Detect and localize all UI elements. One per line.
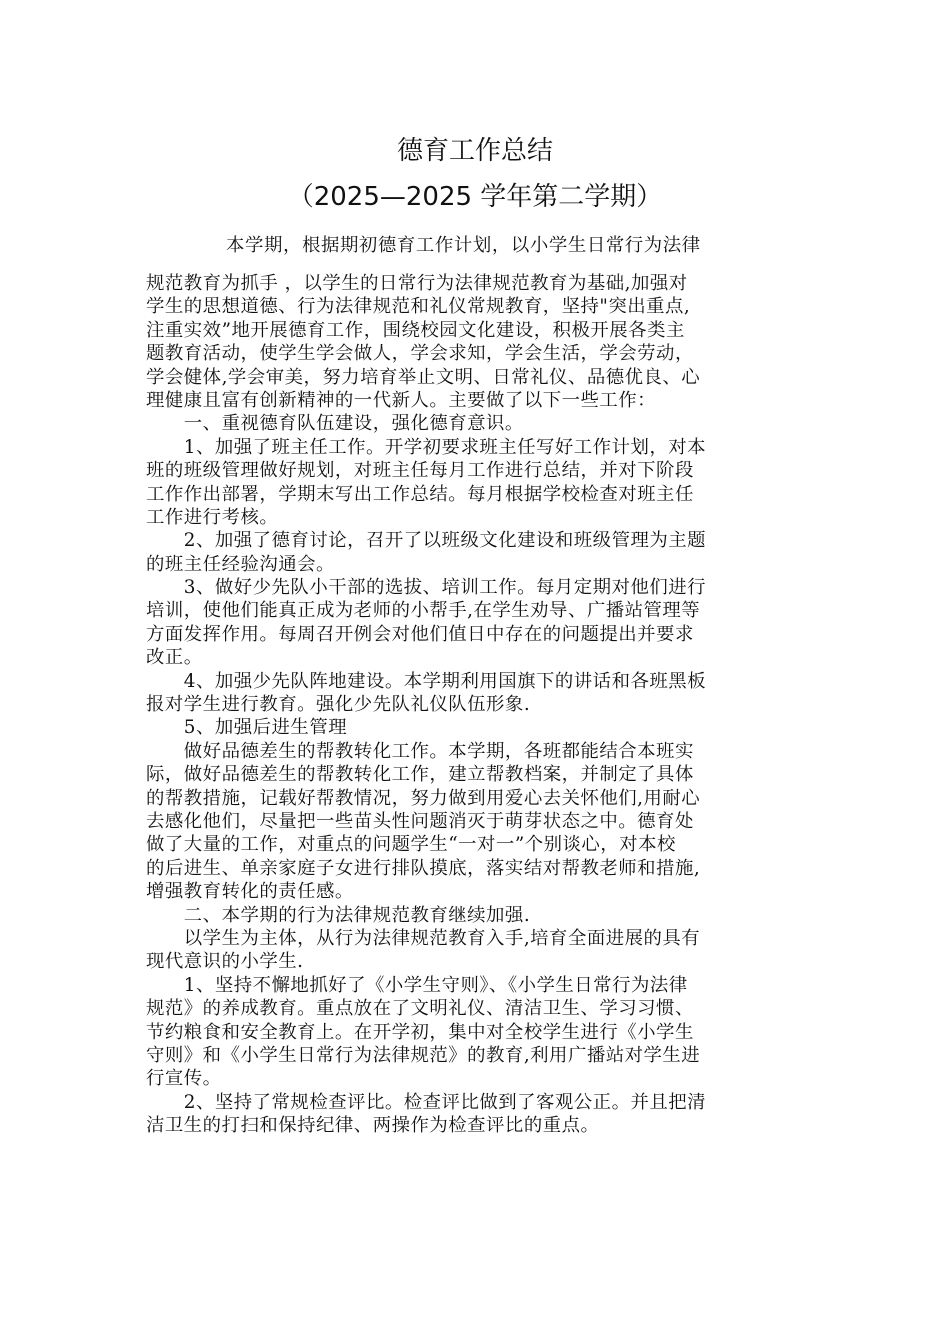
body-text-line: 做了大量的工作，对重点的问题学生“一对一”个别谈心，对本校 [146, 834, 676, 856]
body-text-line: 学会健体,学会审美，努力培育举止文明、日常礼仪、品德优良、心 [146, 366, 701, 388]
body-text-line: 守则》和《小学生日常行为法律规范》的教育,利用广播站对学生进 [146, 1044, 701, 1066]
body-text-line: 报对学生进行教育。强化少先队礼仪队伍形象. [146, 694, 531, 716]
body-text-line: 改正。 [146, 647, 203, 669]
document-body [146, 272, 806, 1137]
body-text-line: 3、做好少先队小干部的选拔、培训工作。每月定期对他们进行 [146, 577, 707, 599]
body-text-line: 2、加强了德育讨论，召开了以班级文化建设和班级管理为主题 [146, 530, 707, 552]
body-text-line: 的后进生、单亲家庭子女进行排队摸底，落实结对帮教老师和措施, [146, 857, 701, 879]
body-text-line: 2、坚持了常规检查评比。检查评比做到了客观公正。并且把清 [146, 1091, 707, 1113]
body-text-line: 增强教育转化的责任感。 [146, 881, 354, 903]
body-text-line: 规范》的养成教育。重点放在了文明礼仪、清洁卫生、学习习惯、 [146, 998, 694, 1020]
body-text-line: 节约粮食和安全教育上。在开学初，集中对全校学生进行《小学生 [146, 1021, 694, 1043]
body-text-line: 行宣传。 [146, 1068, 222, 1090]
body-text-line: 的班主任经验沟通会。 [146, 553, 335, 575]
body-text-line: 1、坚持不懈地抓好了《小学生守则》、《小学生日常行为法律 [146, 974, 688, 996]
body-text-line: 工作作出部署，学期末写出工作总结。每月根据学校检查对班主任 [146, 483, 694, 505]
body-text-line: 5、加强后进生管理 [146, 717, 348, 739]
body-text-line: 一、重视德育队伍建设，强化德育意识。 [146, 413, 524, 435]
body-text-line: 现代意识的小学生. [146, 951, 304, 973]
body-text-line: 题教育活动，使学生学会做人，学会求知，学会生活，学会劳动， [146, 343, 694, 365]
body-text-line: 注重实效”地开展德育工作，围绕校园文化建设，积极开展各类主 [146, 319, 685, 341]
body-text-line: 4、加强少先队阵地建设。本学期利用国旗下的讲话和各班黑板 [146, 670, 707, 692]
body-text-line: 规范教育为抓手 ，以学生的日常行为法律规范教育为基础,加强对 [146, 273, 688, 294]
body-text-line: 际，做好品德差生的帮教转化工作，建立帮教档案，并制定了具体 [146, 764, 694, 786]
intro-first-line: 本学期，根据期初德育工作计划，以小学生日常行为法律 [226, 235, 701, 256]
body-text-line: 工作进行考核。 [146, 506, 279, 528]
body-text-line: 培训，使他们能真正成为老师的小帮手,在学生劝导、广播站管理等 [146, 600, 701, 622]
body-text-line: 二、本学期的行为法律规范教育继续加强. [146, 904, 531, 926]
body-text-line: 班的班级管理做好规划，对班主任每月工作进行总结，并对下阶段 [146, 460, 694, 482]
body-text-line: 方面发挥作用。每周召开例会对他们值日中存在的问题提出并要求 [146, 623, 694, 645]
body-text-line: 1、加强了班主任工作。开学初要求班主任写好工作计划，对本 [146, 436, 707, 458]
document-subtitle: （2025—2025 学年第二学期） [287, 182, 663, 212]
body-text-line: 去感化他们，尽量把一些苗头性问题消灭于萌芽状态之中。德育处 [146, 810, 694, 832]
body-text-line: 以学生为主体，从行为法律规范教育入手,培育全面进展的具有 [146, 927, 701, 949]
body-text-line: 洁卫生的打扫和保持纪律、两操作为检查评比的重点。 [146, 1115, 600, 1137]
document-title: 德育工作总结 [396, 136, 553, 166]
body-text-line: 做好品德差生的帮教转化工作。本学期，各班都能结合本班实 [146, 740, 694, 762]
body-text-line: 理健康且富有创新精神的一代新人。主要做了以下一些工作： [146, 389, 657, 411]
body-text-line: 学生的思想道德、行为法律规范和礼仪常规教育，坚持"突出重点, [146, 296, 691, 318]
body-text-line: 的帮教措施，记载好帮教情况，努力做到用爱心去关怀他们,用耐心 [146, 787, 701, 809]
